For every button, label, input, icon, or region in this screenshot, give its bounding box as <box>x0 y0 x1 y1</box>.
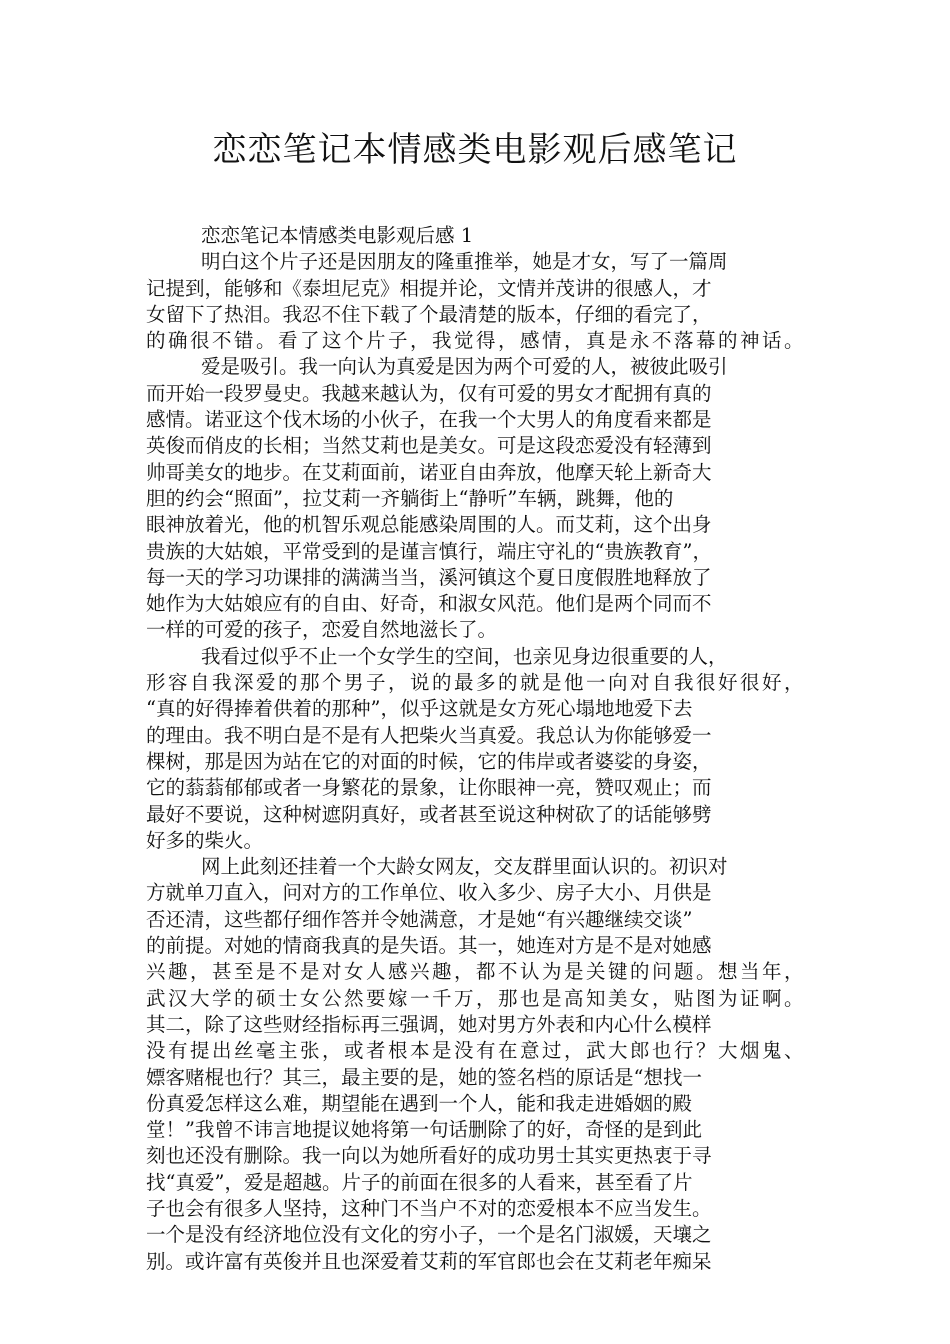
paragraph-line: 明白这个片子还是因朋友的隆重推举，她是才女，写了一篇周 <box>201 250 728 274</box>
paragraph-line: “真的好得捧着供着的那种”，似乎这就是女方死心塌地地爱下去 <box>146 697 693 721</box>
paragraph-line: 胆的约会“照面”，拉艾莉一齐躺街上“静听”车辆，跳舞，他的 <box>146 486 674 510</box>
paragraph-line: 嫖客赌棍也行？其三，最主要的是，她的签名档的原话是“想找一 <box>146 1065 702 1089</box>
paragraph-line: 别。或许富有英俊并且也深爱着艾莉的军官郎也会在艾莉老年痴呆 <box>146 1249 712 1273</box>
paragraph-line: 找“真爱”，爱是超越。片子的前面在很多的人看来，甚至看了片 <box>146 1170 693 1194</box>
paragraph-line: 没有提出丝毫主张，或者根本是没有在意过，武大郎也行？大烟鬼、 <box>146 1039 806 1063</box>
paragraph-line: 的确很不错。看了这个片子，我觉得，感情，真是永不落幕的神话。 <box>146 329 806 353</box>
document-body <box>146 223 806 1275</box>
paragraph-line: 英俊而俏皮的长相；当然艾莉也是美女。可是这段恋爱没有轻薄到 <box>146 434 712 458</box>
paragraph-line: 兴趣，甚至是不是对女人感兴趣，都不认为是关键的问题。想当年， <box>146 960 806 984</box>
paragraph-line: 堂！”我曾不讳言地提议她将第一句话删除了的好，奇怪的是到此 <box>146 1118 702 1142</box>
paragraph-line: 否还清，这些都仔细作答并令她满意，才是她“有兴趣继续交谈” <box>146 907 693 931</box>
paragraph-line: 其二，除了这些财经指标再三强调，她对男方外表和内心什么模样 <box>146 1012 712 1036</box>
paragraph-line: 方就单刀直入，问对方的工作单位、收入多少、房子大小、月供是 <box>146 881 712 905</box>
paragraph-line: 一个是没有经济地位没有文化的穷小子，一个是名门淑媛，天壤之 <box>146 1223 712 1247</box>
document-title: 恋恋笔记本情感类电影观后感笔记 <box>212 130 738 170</box>
paragraph-line: 一样的可爱的孩子，恋爱自然地滋长了。 <box>146 618 498 642</box>
paragraph-line: 而开始一段罗曼史。我越来越认为，仅有可爱的男女才配拥有真的 <box>146 381 712 405</box>
paragraph-line: 棵树，那是因为站在它的对面的时候，它的伟岸或者婆娑的身姿， <box>146 749 712 773</box>
paragraph <box>146 249 806 354</box>
paragraph-line: 它的蓊蓊郁郁或者一身繁花的景象，让你眼神一亮，赞叹观止；而 <box>146 776 712 800</box>
paragraph-line: 的理由。我不明白是不是有人把柴火当真爱。我总认为你能够爱一 <box>146 723 712 747</box>
paragraph-line: 每一天的学习功课排的满满当当，溪河镇这个夏日度假胜地释放了 <box>146 565 712 589</box>
paragraph-line: 感情。诺亚这个伐木场的小伙子，在我一个大男人的角度看来都是 <box>146 408 712 432</box>
paragraph-line: 子也会有很多人坚持，这种门不当户不对的恋爱根本不应当发生。 <box>146 1196 712 1220</box>
paragraph-line: 帅哥美女的地步。在艾莉面前，诺亚自由奔放，他摩天轮上新奇大 <box>146 460 712 484</box>
paragraph-line: 形容自我深爱的那个男子，说的最多的就是他一向对自我很好很好， <box>146 671 806 695</box>
paragraph-line: 记提到，能够和《泰坦尼克》相提并论，文情并茂讲的很感人，才 <box>146 276 712 300</box>
paragraph <box>146 354 806 643</box>
paragraph <box>146 854 806 1275</box>
paragraph <box>146 644 806 854</box>
paragraph-line: 眼神放着光，他的机智乐观总能感染周围的人。而艾莉，这个出身 <box>146 513 712 537</box>
paragraph-line: 的前提。对她的情商我真的是失语。其一，她连对方是不是对她感 <box>146 934 712 958</box>
paragraph-line: 我看过似乎不止一个女学生的空间，也亲见身边很重要的人， <box>201 644 728 668</box>
section-heading: 恋恋笔记本情感类电影观后感 1 <box>201 224 474 247</box>
paragraph-line: 刻也还没有删除。我一向以为她所看好的成功男士其实更热衷于寻 <box>146 1144 712 1168</box>
paragraph-line: 女留下了热泪。我忍不住下载了个最清楚的版本，仔细的看完了， <box>146 302 712 326</box>
paragraph-line: 贵族的大姑娘，平常受到的是谨言慎行，端庄守礼的“贵族教育”， <box>146 539 712 563</box>
paragraph-line: 爱是吸引。我一向认为真爱是因为两个可爱的人，被彼此吸引 <box>201 355 728 379</box>
paragraph-line: 好多的柴火。 <box>146 828 264 852</box>
paragraph-line: 她作为大姑娘应有的自由、好奇，和淑女风范。他们是两个同而不 <box>146 592 712 616</box>
paragraph-line: 最好不要说，这种树遮阴真好，或者甚至说这种树砍了的话能够劈 <box>146 802 712 826</box>
paragraph-list <box>146 249 806 1275</box>
paragraph-line: 武汉大学的硕士女公然要嫁一千万，那也是高知美女，贴图为证啊。 <box>146 986 806 1010</box>
paragraph-line: 网上此刻还挂着一个大龄女网友，交友群里面认识的。初识对 <box>201 855 728 879</box>
paragraph-line: 份真爱怎样这么难，期望能在遇到一个人，能和我走进婚姻的殿 <box>146 1091 693 1115</box>
